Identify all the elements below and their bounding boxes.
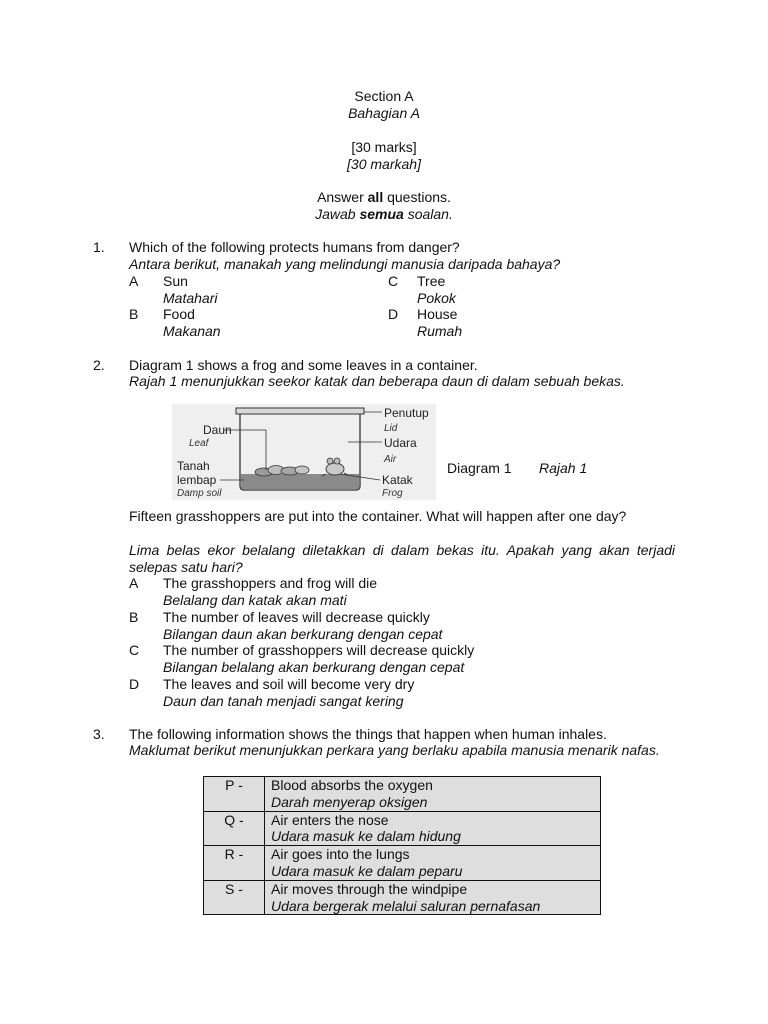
question-3-text: The following information shows the things that happen when human inhales. bbox=[129, 726, 607, 742]
row-label: S - bbox=[204, 880, 265, 915]
question-1-text: Which of the following protects humans from danger? bbox=[129, 239, 460, 255]
table-row bbox=[204, 880, 601, 915]
instruction-malay bbox=[0, 206, 768, 223]
row-label: R - bbox=[204, 846, 265, 881]
q2-option-c-malay: Bilangan belalang akan berkurang dengan cepat bbox=[163, 659, 465, 675]
instruction-malay-bold: semua bbox=[359, 206, 404, 222]
instruction-malay-pre: Jawab bbox=[315, 206, 360, 222]
instruction-post: questions. bbox=[383, 189, 451, 205]
question-3-text-malay: Maklumat berikut menunjukkan perkara yang berlaku apabila manusia menarik nafas. bbox=[129, 742, 660, 758]
label-penutup: Penutup bbox=[384, 406, 429, 420]
q2-option-a: The grasshoppers and frog will die bbox=[163, 575, 378, 591]
q1-option-d-letter: D bbox=[388, 306, 399, 322]
question-3-number: 3. bbox=[93, 726, 105, 742]
label-daun: Daun bbox=[203, 423, 232, 437]
q2-option-c: The number of grasshoppers will decrease quickly bbox=[163, 642, 475, 658]
q1-option-b: Food bbox=[163, 306, 195, 322]
section-title-malay: Bahagian A bbox=[348, 105, 420, 121]
row-content bbox=[265, 846, 601, 881]
row-text-malay: Udara masuk ke dalam hidung bbox=[271, 828, 461, 845]
q2-option-b-malay: Bilangan daun akan berkurang dengan cepat bbox=[163, 626, 443, 642]
row-content bbox=[265, 777, 601, 812]
q2-option-d-letter: D bbox=[129, 676, 140, 692]
row-text: Blood absorbs the oxygen bbox=[271, 777, 433, 793]
table-row bbox=[204, 777, 601, 812]
instruction-malay-post: soalan. bbox=[403, 206, 453, 222]
question-2-text: Diagram 1 shows a frog and some leaves in a container. bbox=[129, 357, 478, 373]
q1-option-b-malay: Makanan bbox=[163, 323, 221, 339]
question-2-question: Fifteen grasshoppers are put into the container. What will happen after one day? bbox=[129, 508, 627, 524]
instruction bbox=[0, 189, 768, 206]
question-2-text-malay: Rajah 1 menunjukkan seekor katak dan beberapa daun di dalam sebuah bekas. bbox=[129, 373, 625, 389]
q2-option-c-letter: C bbox=[129, 642, 140, 658]
question-2-number: 2. bbox=[93, 357, 105, 373]
row-label: P - bbox=[204, 777, 265, 812]
row-content bbox=[265, 880, 601, 915]
label-udara: Udara bbox=[384, 436, 417, 450]
q1-option-b-letter: B bbox=[129, 306, 139, 322]
row-text-malay: Darah menyerap oksigen bbox=[271, 793, 428, 810]
question-2-question-malay: Lima belas ekor belalang diletakkan di dalam bekas itu. Apakah yang akan terjadi selepas satu hari? bbox=[129, 542, 675, 575]
q2-option-a-malay: Belalang dan katak akan mati bbox=[163, 592, 347, 608]
q2-option-b: The number of leaves will decrease quickly bbox=[163, 609, 430, 625]
q1-option-c: Tree bbox=[417, 273, 446, 289]
label-tanah: Tanah bbox=[177, 459, 210, 473]
q1-option-c-letter: C bbox=[388, 273, 399, 289]
row-label: Q - bbox=[204, 811, 265, 846]
q1-option-a-malay: Matahari bbox=[163, 290, 218, 306]
label-lembap: lembap bbox=[177, 473, 217, 487]
label-air: Air bbox=[384, 454, 397, 465]
label-lid: Lid bbox=[384, 423, 398, 434]
table-row bbox=[204, 846, 601, 881]
q1-option-a-letter: A bbox=[129, 273, 139, 289]
label-katak: Katak bbox=[382, 473, 413, 487]
row-text: Air enters the nose bbox=[271, 811, 389, 828]
instruction-pre: Answer bbox=[317, 189, 368, 205]
table-row bbox=[204, 811, 601, 846]
instruction-bold: all bbox=[367, 189, 384, 205]
label-damp-soil: Damp soil bbox=[177, 488, 222, 499]
row-text: Air goes into the lungs bbox=[271, 846, 410, 863]
damp-soil bbox=[241, 474, 359, 489]
q1-option-d: House bbox=[417, 306, 458, 322]
q1-option-d-malay: Rumah bbox=[417, 323, 463, 339]
q2-option-b-letter: B bbox=[129, 609, 139, 625]
container-diagram bbox=[172, 404, 436, 500]
row-content bbox=[265, 811, 601, 846]
marks-malay: [30 markah] bbox=[347, 156, 421, 172]
lid bbox=[236, 408, 364, 414]
q1-option-a: Sun bbox=[163, 273, 188, 289]
row-text: Air moves through the windpipe bbox=[271, 880, 468, 897]
question-1-number: 1. bbox=[93, 239, 105, 255]
marks: [30 marks] bbox=[351, 139, 417, 155]
q2-option-d: The leaves and soil will become very dry bbox=[163, 676, 415, 692]
question-1-text-malay: Antara berikut, manakah yang melindungi manusia daripada bahaya? bbox=[129, 256, 561, 272]
q2-option-d-malay: Daun dan tanah menjadi sangat kering bbox=[163, 693, 404, 709]
q1-option-c-malay: Pokok bbox=[417, 290, 456, 306]
diagram-caption: Diagram 1 bbox=[447, 460, 512, 476]
label-leaf: Leaf bbox=[189, 438, 209, 449]
row-text-malay: Udara bergerak melalui saluran pernafasan bbox=[271, 897, 541, 914]
inhale-steps-table bbox=[203, 776, 601, 915]
label-frog: Frog bbox=[382, 488, 403, 499]
q2-option-a-letter: A bbox=[129, 575, 139, 591]
diagram-caption-malay: Rajah 1 bbox=[539, 460, 588, 476]
row-text-malay: Udara masuk ke dalam peparu bbox=[271, 862, 463, 879]
section-title: Section A bbox=[354, 88, 414, 104]
